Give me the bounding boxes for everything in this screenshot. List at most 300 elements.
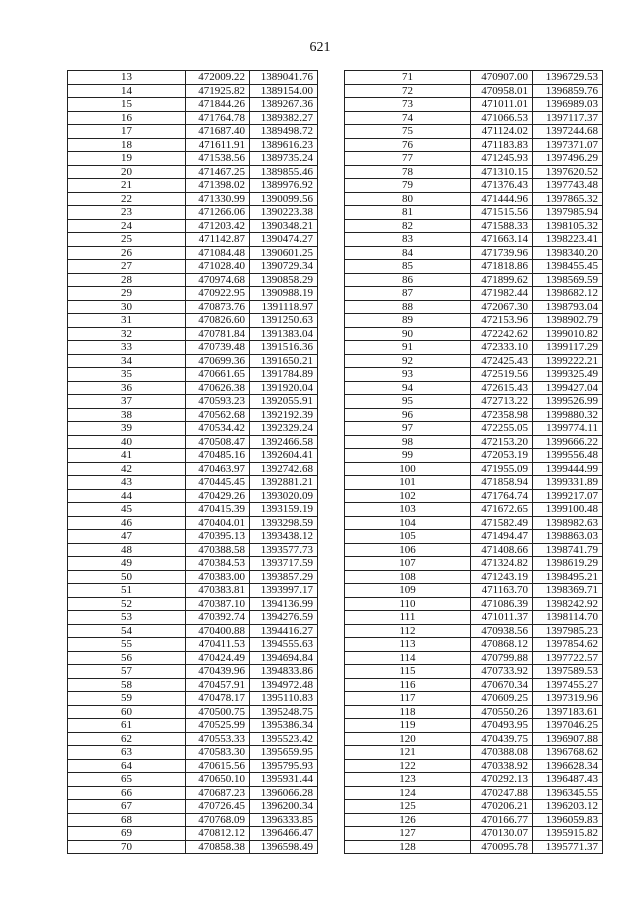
- y-coordinate-cell: 1396059.83: [533, 813, 603, 827]
- table-row: [68, 530, 318, 544]
- table-row: [68, 84, 318, 98]
- coordinates-table-right: [344, 70, 603, 854]
- point-number-cell: 88: [345, 300, 471, 314]
- table-row: [68, 408, 318, 422]
- x-coordinate-cell: 472067.30: [471, 300, 533, 314]
- y-coordinate-cell: 1397183.61: [533, 705, 603, 719]
- point-number-cell: 16: [68, 111, 186, 125]
- y-coordinate-cell: 1390348.21: [250, 219, 318, 233]
- x-coordinate-cell: 471011.01: [471, 98, 533, 112]
- y-coordinate-cell: 1393857.29: [250, 570, 318, 584]
- y-coordinate-cell: 1393298.59: [250, 516, 318, 530]
- x-coordinate-cell: 470292.13: [471, 773, 533, 787]
- table-body-left: [68, 71, 318, 854]
- table-row: [68, 840, 318, 854]
- y-coordinate-cell: 1398793.04: [533, 300, 603, 314]
- table-row: [68, 314, 318, 328]
- y-coordinate-cell: 1392329.24: [250, 422, 318, 436]
- x-coordinate-cell: 470384.53: [186, 557, 250, 571]
- y-coordinate-cell: 1392055.91: [250, 395, 318, 409]
- table-row: [345, 219, 603, 233]
- x-coordinate-cell: 472615.43: [471, 381, 533, 395]
- y-coordinate-cell: 1393717.59: [250, 557, 318, 571]
- x-coordinate-cell: 470500.75: [186, 705, 250, 719]
- y-coordinate-cell: 1393159.19: [250, 503, 318, 517]
- table-row: [68, 341, 318, 355]
- point-number-cell: 126: [345, 813, 471, 827]
- x-coordinate-cell: 470429.26: [186, 489, 250, 503]
- table-row: [345, 287, 603, 301]
- point-number-cell: 128: [345, 840, 471, 854]
- table-row: [68, 206, 318, 220]
- x-coordinate-cell: 470439.96: [186, 665, 250, 679]
- y-coordinate-cell: 1397985.94: [533, 206, 603, 220]
- point-number-cell: 89: [345, 314, 471, 328]
- page-number: 621: [309, 40, 331, 55]
- x-coordinate-cell: 471844.26: [186, 98, 250, 112]
- table-row: [68, 570, 318, 584]
- y-coordinate-cell: 1399774.11: [533, 422, 603, 436]
- x-coordinate-cell: 472713.22: [471, 395, 533, 409]
- x-coordinate-cell: 471899.62: [471, 273, 533, 287]
- point-number-cell: 123: [345, 773, 471, 787]
- table-row: [68, 692, 318, 706]
- table-row: [68, 678, 318, 692]
- x-coordinate-cell: 472358.98: [471, 408, 533, 422]
- point-number-cell: 101: [345, 476, 471, 490]
- point-number-cell: 23: [68, 206, 186, 220]
- y-coordinate-cell: 1399100.48: [533, 503, 603, 517]
- y-coordinate-cell: 1397319.96: [533, 692, 603, 706]
- x-coordinate-cell: 471266.06: [186, 206, 250, 220]
- x-coordinate-cell: 471203.42: [186, 219, 250, 233]
- x-coordinate-cell: 470493.95: [471, 719, 533, 733]
- y-coordinate-cell: 1398569.59: [533, 273, 603, 287]
- x-coordinate-cell: 472425.43: [471, 354, 533, 368]
- x-coordinate-cell: 472333.10: [471, 341, 533, 355]
- y-coordinate-cell: 1394694.84: [250, 651, 318, 665]
- table-row: [345, 354, 603, 368]
- point-number-cell: 112: [345, 624, 471, 638]
- y-coordinate-cell: 1395931.44: [250, 773, 318, 787]
- point-number-cell: 102: [345, 489, 471, 503]
- point-number-cell: 26: [68, 246, 186, 260]
- table-row: [68, 395, 318, 409]
- table-row: [345, 759, 603, 773]
- point-number-cell: 15: [68, 98, 186, 112]
- table-row: [68, 125, 318, 139]
- x-coordinate-cell: 472242.62: [471, 327, 533, 341]
- table-row: [345, 570, 603, 584]
- y-coordinate-cell: 1399117.29: [533, 341, 603, 355]
- x-coordinate-cell: 471764.74: [471, 489, 533, 503]
- x-coordinate-cell: 470799.88: [471, 651, 533, 665]
- y-coordinate-cell: 1397496.29: [533, 152, 603, 166]
- table-row: [68, 111, 318, 125]
- x-coordinate-cell: 470812.12: [186, 827, 250, 841]
- y-coordinate-cell: 1399325.49: [533, 368, 603, 382]
- x-coordinate-cell: 470247.88: [471, 786, 533, 800]
- x-coordinate-cell: 471538.56: [186, 152, 250, 166]
- x-coordinate-cell: 470907.00: [471, 71, 533, 85]
- point-number-cell: 115: [345, 665, 471, 679]
- table-row: [345, 98, 603, 112]
- y-coordinate-cell: 1398369.71: [533, 584, 603, 598]
- point-number-cell: 28: [68, 273, 186, 287]
- y-coordinate-cell: 1391920.04: [250, 381, 318, 395]
- table-row: [68, 476, 318, 490]
- x-coordinate-cell: 471515.56: [471, 206, 533, 220]
- table-row: [345, 179, 603, 193]
- y-coordinate-cell: 1396768.62: [533, 746, 603, 760]
- point-number-cell: 44: [68, 489, 186, 503]
- table-row: [345, 678, 603, 692]
- table-row: [345, 651, 603, 665]
- point-number-cell: 116: [345, 678, 471, 692]
- point-number-cell: 117: [345, 692, 471, 706]
- x-coordinate-cell: 470615.56: [186, 759, 250, 773]
- table-row: [345, 246, 603, 260]
- point-number-cell: 95: [345, 395, 471, 409]
- table-row: [68, 327, 318, 341]
- point-number-cell: 90: [345, 327, 471, 341]
- point-number-cell: 57: [68, 665, 186, 679]
- y-coordinate-cell: 1391650.21: [250, 354, 318, 368]
- y-coordinate-cell: 1390858.29: [250, 273, 318, 287]
- x-coordinate-cell: 470781.84: [186, 327, 250, 341]
- x-coordinate-cell: 471494.47: [471, 530, 533, 544]
- x-coordinate-cell: 470400.88: [186, 624, 250, 638]
- point-number-cell: 113: [345, 638, 471, 652]
- table-row: [345, 260, 603, 274]
- table-row: [68, 260, 318, 274]
- table-row: [68, 138, 318, 152]
- point-number-cell: 77: [345, 152, 471, 166]
- point-number-cell: 64: [68, 759, 186, 773]
- point-number-cell: 48: [68, 543, 186, 557]
- point-number-cell: 73: [345, 98, 471, 112]
- y-coordinate-cell: 1391516.36: [250, 341, 318, 355]
- point-number-cell: 96: [345, 408, 471, 422]
- table-row: [345, 746, 603, 760]
- x-coordinate-cell: 470726.45: [186, 800, 250, 814]
- table-row: [345, 516, 603, 530]
- x-coordinate-cell: 471764.78: [186, 111, 250, 125]
- table-row: [68, 503, 318, 517]
- point-number-cell: 40: [68, 435, 186, 449]
- x-coordinate-cell: 470463.97: [186, 462, 250, 476]
- table-row: [68, 800, 318, 814]
- point-number-cell: 50: [68, 570, 186, 584]
- x-coordinate-cell: 471028.40: [186, 260, 250, 274]
- point-number-cell: 124: [345, 786, 471, 800]
- table-body-right: [345, 71, 603, 854]
- point-number-cell: 33: [68, 341, 186, 355]
- point-number-cell: 84: [345, 246, 471, 260]
- point-number-cell: 14: [68, 84, 186, 98]
- point-number-cell: 87: [345, 287, 471, 301]
- table-row: [68, 435, 318, 449]
- point-number-cell: 81: [345, 206, 471, 220]
- x-coordinate-cell: 470868.12: [471, 638, 533, 652]
- x-coordinate-cell: 471376.43: [471, 179, 533, 193]
- table-row: [68, 611, 318, 625]
- x-coordinate-cell: 471183.83: [471, 138, 533, 152]
- y-coordinate-cell: 1397244.68: [533, 125, 603, 139]
- y-coordinate-cell: 1396487.43: [533, 773, 603, 787]
- table-row: [345, 827, 603, 841]
- point-number-cell: 32: [68, 327, 186, 341]
- point-number-cell: 94: [345, 381, 471, 395]
- point-number-cell: 76: [345, 138, 471, 152]
- x-coordinate-cell: 470383.81: [186, 584, 250, 598]
- table-row: [345, 449, 603, 463]
- y-coordinate-cell: 1396598.49: [250, 840, 318, 854]
- point-number-cell: 114: [345, 651, 471, 665]
- table-row: [68, 300, 318, 314]
- table-row: [345, 422, 603, 436]
- x-coordinate-cell: 470670.34: [471, 678, 533, 692]
- y-coordinate-cell: 1392881.21: [250, 476, 318, 490]
- x-coordinate-cell: 470388.58: [186, 543, 250, 557]
- y-coordinate-cell: 1397620.52: [533, 165, 603, 179]
- y-coordinate-cell: 1395659.95: [250, 746, 318, 760]
- y-coordinate-cell: 1398114.70: [533, 611, 603, 625]
- y-coordinate-cell: 1398242.92: [533, 597, 603, 611]
- table-row: [345, 476, 603, 490]
- y-coordinate-cell: 1399427.04: [533, 381, 603, 395]
- y-coordinate-cell: 1398682.12: [533, 287, 603, 301]
- x-coordinate-cell: 470768.09: [186, 813, 250, 827]
- table-row: [68, 759, 318, 773]
- y-coordinate-cell: 1389382.27: [250, 111, 318, 125]
- point-number-cell: 54: [68, 624, 186, 638]
- y-coordinate-cell: 1399556.48: [533, 449, 603, 463]
- x-coordinate-cell: 471739.96: [471, 246, 533, 260]
- point-number-cell: 83: [345, 233, 471, 247]
- y-coordinate-cell: 1399880.32: [533, 408, 603, 422]
- point-number-cell: 80: [345, 192, 471, 206]
- y-coordinate-cell: 1391383.04: [250, 327, 318, 341]
- point-number-cell: 45: [68, 503, 186, 517]
- point-number-cell: 61: [68, 719, 186, 733]
- y-coordinate-cell: 1394972.48: [250, 678, 318, 692]
- table-row: [345, 705, 603, 719]
- y-coordinate-cell: 1395771.37: [533, 840, 603, 854]
- point-number-cell: 18: [68, 138, 186, 152]
- y-coordinate-cell: 1398495.21: [533, 570, 603, 584]
- table-row: [345, 692, 603, 706]
- point-number-cell: 67: [68, 800, 186, 814]
- x-coordinate-cell: 471663.14: [471, 233, 533, 247]
- y-coordinate-cell: 1390601.25: [250, 246, 318, 260]
- table-row: [68, 624, 318, 638]
- x-coordinate-cell: 471955.09: [471, 462, 533, 476]
- x-coordinate-cell: 470424.49: [186, 651, 250, 665]
- table-row: [345, 84, 603, 98]
- table-row: [345, 152, 603, 166]
- x-coordinate-cell: 470508.47: [186, 435, 250, 449]
- table-row: [345, 624, 603, 638]
- point-number-cell: 35: [68, 368, 186, 382]
- y-coordinate-cell: 1391250.63: [250, 314, 318, 328]
- y-coordinate-cell: 1392192.39: [250, 408, 318, 422]
- y-coordinate-cell: 1398340.20: [533, 246, 603, 260]
- x-coordinate-cell: 470922.95: [186, 287, 250, 301]
- point-number-cell: 38: [68, 408, 186, 422]
- x-coordinate-cell: 471084.48: [186, 246, 250, 260]
- x-coordinate-cell: 470392.74: [186, 611, 250, 625]
- y-coordinate-cell: 1396066.28: [250, 786, 318, 800]
- point-number-cell: 107: [345, 557, 471, 571]
- x-coordinate-cell: 470958.01: [471, 84, 533, 98]
- table-row: [345, 341, 603, 355]
- x-coordinate-cell: 471982.44: [471, 287, 533, 301]
- table-row: [345, 233, 603, 247]
- x-coordinate-cell: 470550.26: [471, 705, 533, 719]
- table-row: [345, 732, 603, 746]
- point-number-cell: 59: [68, 692, 186, 706]
- y-coordinate-cell: 1397743.48: [533, 179, 603, 193]
- x-coordinate-cell: 470395.13: [186, 530, 250, 544]
- table-row: [345, 327, 603, 341]
- y-coordinate-cell: 1389041.76: [250, 71, 318, 85]
- x-coordinate-cell: 472009.22: [186, 71, 250, 85]
- y-coordinate-cell: 1397371.07: [533, 138, 603, 152]
- x-coordinate-cell: 470439.75: [471, 732, 533, 746]
- x-coordinate-cell: 471011.37: [471, 611, 533, 625]
- point-number-cell: 127: [345, 827, 471, 841]
- point-number-cell: 21: [68, 179, 186, 193]
- point-number-cell: 82: [345, 219, 471, 233]
- x-coordinate-cell: 470553.33: [186, 732, 250, 746]
- table-row: [68, 638, 318, 652]
- x-coordinate-cell: 470338.92: [471, 759, 533, 773]
- table-row: [68, 665, 318, 679]
- x-coordinate-cell: 472153.96: [471, 314, 533, 328]
- y-coordinate-cell: 1396628.34: [533, 759, 603, 773]
- point-number-cell: 22: [68, 192, 186, 206]
- x-coordinate-cell: 470826.60: [186, 314, 250, 328]
- y-coordinate-cell: 1398863.03: [533, 530, 603, 544]
- x-coordinate-cell: 471243.19: [471, 570, 533, 584]
- table-row: [345, 611, 603, 625]
- point-number-cell: 25: [68, 233, 186, 247]
- table-row: [68, 368, 318, 382]
- table-row: [345, 665, 603, 679]
- x-coordinate-cell: 470739.48: [186, 341, 250, 355]
- y-coordinate-cell: 1398741.79: [533, 543, 603, 557]
- y-coordinate-cell: 1394555.63: [250, 638, 318, 652]
- x-coordinate-cell: 470485.16: [186, 449, 250, 463]
- x-coordinate-cell: 471672.65: [471, 503, 533, 517]
- table-row: [68, 489, 318, 503]
- y-coordinate-cell: 1389267.36: [250, 98, 318, 112]
- y-coordinate-cell: 1390988.19: [250, 287, 318, 301]
- point-number-cell: 31: [68, 314, 186, 328]
- y-coordinate-cell: 1397589.53: [533, 665, 603, 679]
- point-number-cell: 43: [68, 476, 186, 490]
- point-number-cell: 62: [68, 732, 186, 746]
- point-number-cell: 29: [68, 287, 186, 301]
- point-number-cell: 105: [345, 530, 471, 544]
- point-number-cell: 56: [68, 651, 186, 665]
- table-row: [68, 732, 318, 746]
- table-row: [345, 192, 603, 206]
- y-coordinate-cell: 1393020.09: [250, 489, 318, 503]
- point-number-cell: 66: [68, 786, 186, 800]
- point-number-cell: 78: [345, 165, 471, 179]
- y-coordinate-cell: 1395110.83: [250, 692, 318, 706]
- table-row: [345, 840, 603, 854]
- y-coordinate-cell: 1396466.47: [250, 827, 318, 841]
- table-row: [345, 800, 603, 814]
- x-coordinate-cell: 471588.33: [471, 219, 533, 233]
- point-number-cell: 24: [68, 219, 186, 233]
- x-coordinate-cell: 471163.70: [471, 584, 533, 598]
- table-row: [345, 125, 603, 139]
- point-number-cell: 71: [345, 71, 471, 85]
- point-number-cell: 37: [68, 395, 186, 409]
- y-coordinate-cell: 1397046.25: [533, 719, 603, 733]
- x-coordinate-cell: 470974.68: [186, 273, 250, 287]
- table-row: [345, 206, 603, 220]
- y-coordinate-cell: 1389616.23: [250, 138, 318, 152]
- table-row: [345, 773, 603, 787]
- table-row: [68, 287, 318, 301]
- y-coordinate-cell: 1398223.41: [533, 233, 603, 247]
- point-number-cell: 109: [345, 584, 471, 598]
- x-coordinate-cell: 471408.66: [471, 543, 533, 557]
- point-number-cell: 99: [345, 449, 471, 463]
- x-coordinate-cell: 472519.56: [471, 368, 533, 382]
- y-coordinate-cell: 1396333.85: [250, 813, 318, 827]
- point-number-cell: 41: [68, 449, 186, 463]
- x-coordinate-cell: 470593.23: [186, 395, 250, 409]
- x-coordinate-cell: 471398.02: [186, 179, 250, 193]
- y-coordinate-cell: 1396345.55: [533, 786, 603, 800]
- table-row: [345, 111, 603, 125]
- y-coordinate-cell: 1391118.97: [250, 300, 318, 314]
- point-number-cell: 60: [68, 705, 186, 719]
- y-coordinate-cell: 1390474.27: [250, 233, 318, 247]
- point-number-cell: 65: [68, 773, 186, 787]
- table-row: [68, 462, 318, 476]
- x-coordinate-cell: 470687.23: [186, 786, 250, 800]
- point-number-cell: 121: [345, 746, 471, 760]
- table-row: [68, 165, 318, 179]
- point-number-cell: 27: [68, 260, 186, 274]
- table-row: [68, 746, 318, 760]
- y-coordinate-cell: 1389498.72: [250, 125, 318, 139]
- point-number-cell: 63: [68, 746, 186, 760]
- point-number-cell: 53: [68, 611, 186, 625]
- x-coordinate-cell: 471818.86: [471, 260, 533, 274]
- y-coordinate-cell: 1397854.62: [533, 638, 603, 652]
- y-coordinate-cell: 1399444.99: [533, 462, 603, 476]
- point-number-cell: 47: [68, 530, 186, 544]
- point-number-cell: 98: [345, 435, 471, 449]
- point-number-cell: 39: [68, 422, 186, 436]
- table-row: [68, 597, 318, 611]
- table-row: [345, 557, 603, 571]
- point-number-cell: 106: [345, 543, 471, 557]
- y-coordinate-cell: 1399217.07: [533, 489, 603, 503]
- x-coordinate-cell: 470130.07: [471, 827, 533, 841]
- x-coordinate-cell: 470445.45: [186, 476, 250, 490]
- x-coordinate-cell: 470383.00: [186, 570, 250, 584]
- point-number-cell: 58: [68, 678, 186, 692]
